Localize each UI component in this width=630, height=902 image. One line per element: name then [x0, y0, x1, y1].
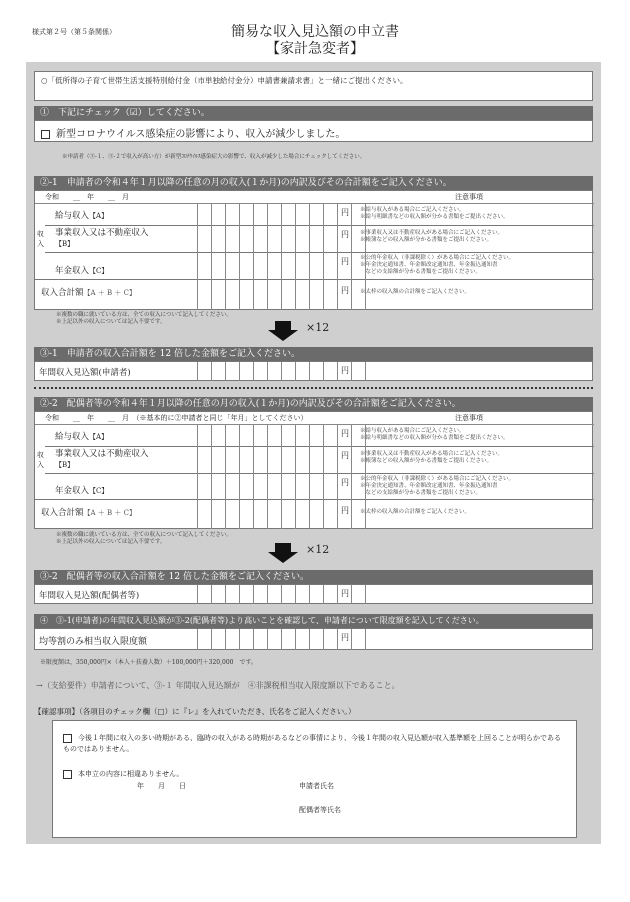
yen-32: 円 — [341, 589, 349, 598]
sec32-box — [34, 584, 593, 604]
yen-total2: 円 — [341, 506, 349, 515]
sec22-row2-notes: ※公的年金収入（非課税除く）がある場合にご記入ください。 ※年金決定通知書、年金額改定通知書、年金振込通知書 などの支給額が分かる書類をご提出ください。 — [360, 476, 515, 496]
sec1-box — [34, 120, 593, 142]
sec1-checkbox[interactable] — [41, 130, 50, 139]
yen-b2: 円 — [341, 451, 349, 460]
sec21-row2-notes: ※公的年金収入（非課税除く）がある場合にご記入ください。 ※年金決定通知書、年金額改定通知書、年金振込通知書 などの支給額が分かる書類をご提出ください。 — [360, 255, 515, 275]
arrow-down-icon — [268, 330, 298, 341]
sec1-check-label: 新型コロナウイルス感染症の影響により、収入が減少しました。 — [56, 129, 346, 140]
title-line2: 【家計急変者】 — [266, 41, 364, 57]
times12-2: ×12 — [306, 543, 330, 556]
sec21-header: ②-1 申請者の令和４年１月以降の任意の月の収入(１か月)の内訳及びその合計額をご記入ください。 — [34, 176, 593, 190]
form-panel — [26, 62, 601, 844]
sec21-table — [34, 190, 593, 310]
confirm-box — [52, 720, 577, 838]
sec22-row1-label: 事業収入又は不動産収入 【B】 — [55, 449, 149, 469]
sec21-row1-label: 事業収入又は不動産収入 【B】 — [55, 228, 149, 248]
sec21-total-label: 収入合計額【A ＋ B ＋ C】 — [41, 288, 136, 298]
sec22-below-notes: ※複数の職に就いている方は、全ての収入について記入してください。 ※上記以外の収入については記入不要です。 — [56, 532, 232, 545]
confirm-item-1: 今後１年間に収入の多い時期がある、臨時の収入がある時期があるなどの事情により、今後１年間の収入見込額が収入基準額を上回ることが明らかであるものではありません。 — [63, 734, 561, 753]
sec22-total-label: 収入合計額【A ＋ B ＋ C】 — [41, 508, 136, 518]
title-line1: 簡易な収入見込額の申立書 — [231, 24, 399, 40]
intro-box — [34, 71, 593, 101]
arrow-body-2 — [275, 543, 291, 552]
sec4-note: ※限度額は，350,000円×（本人＋扶養人数）＋100,000円＋320,000 です。 — [40, 659, 257, 666]
applicant-name-label: 申請者氏名 — [299, 782, 334, 790]
sec4-header: ④ ③-1(申請者)の年間収入見込額が③-2(配偶者等)より高いことを確認して、申請者について限度額を記入してください。 — [34, 614, 593, 628]
confirm-item-2: 本申立の内容に相違ありません。 — [63, 769, 183, 779]
sec22-income-side: 収入 — [37, 451, 44, 469]
divider — [34, 387, 593, 389]
times12-1: ×12 — [306, 321, 330, 334]
requirement: →（支給要件）申請者について、③-１ 年間収入見込額が ④非課税相当収入限度額以下であること。 — [36, 681, 400, 690]
sec31-header: ③-1 申請者の収入合計額を 12 倍した金額をご記入ください。 — [34, 347, 593, 361]
date-label: 年 月 日 — [137, 782, 186, 790]
arrow-down-icon-2 — [268, 552, 298, 563]
sec21-row1-notes: ※事業収入又は不動産収入がある場合にご記入ください。 ※帳簿などの収入額が分かる書類をご提出ください。 — [360, 230, 504, 243]
yen-c2: 円 — [341, 478, 349, 487]
sec21-notes-header: 注意事項 — [455, 193, 483, 201]
sec4-label: 均等割のみ相当収入限度額 — [39, 637, 148, 647]
yen-31: 円 — [341, 366, 349, 375]
yen-a: 円 — [341, 208, 349, 217]
sec22-row1-notes: ※事業収入又は不動産収入がある場合にご記入ください。 ※帳簿などの収入額が分かる書類をご提出ください。 — [360, 451, 504, 464]
sec22-row0-notes: ※給与収入がある場合にご記入ください。 ※給与明細書などの収入額が分かる書類をご提出ください。 — [360, 428, 509, 441]
sec22-row2-label: 年金収入【C】 — [55, 486, 109, 496]
sec32-header: ③-2 配偶者等の収入合計額を 12 倍した金額をご記入ください。 — [34, 570, 593, 584]
sec22-table — [34, 411, 593, 529]
sec22-era: 令和 __ 年 __ 月 （※基本的に②申請者と同じ「年月」としてください） — [45, 414, 308, 422]
sec21-row0-label: 給与収入【A】 — [55, 211, 109, 221]
sec31-label: 年間収入見込額(申請者) — [39, 368, 131, 378]
sec21-total-note: ※太枠の収入額の合計額をご記入ください。 — [360, 289, 471, 295]
yen-c: 円 — [341, 257, 349, 266]
yen-total: 円 — [341, 286, 349, 295]
sec31-box — [34, 361, 593, 381]
confirm1-checkbox[interactable] — [63, 734, 72, 743]
sec1-note: ※申請者（③-１、③-２で収入が高い方）が新型ｺﾛﾅｳｲﾙｽ感染症大の影響で、収入が減少した場合にチェックしてください。 — [62, 154, 366, 160]
sec22-header: ②-2 配偶者等の令和４年１月以降の任意の月の収入(１か月)の内訳及びその合計額をご記入ください。 — [34, 397, 593, 411]
sec22-notes-header: 注意事項 — [455, 414, 483, 422]
yen-4: 円 — [341, 633, 349, 642]
confirm2-checkbox[interactable] — [63, 770, 72, 779]
page-title — [0, 24, 630, 58]
spouse-name-label: 配偶者等氏名 — [299, 806, 341, 814]
sec21-era: 令和 __ 年 __ 月 — [45, 193, 129, 201]
sec22-total-note: ※太枠の収入額の合計額をご記入ください。 — [360, 509, 471, 515]
confirm-header: 【確認事項】（各項目のチェック欄（□）に『レ』を入れていただき、氏名をご記入ください。） — [34, 707, 356, 716]
sec21-below-notes: ※複数の職に就いている方は、全ての収入について記入してください。 ※上記以外の収入については記入不要です。 — [56, 312, 232, 325]
form-id: 様式第２号（第５条関係） — [32, 28, 116, 36]
arrow-body-1 — [275, 321, 291, 330]
intro-text: ○「低所得の子育て世帯生活支援特別給付金（市単独給付金分）申請書兼請求書」と一緒にご提出ください。 — [41, 76, 408, 85]
sec1-header: ① 下記にチェック（☑）してください。 — [34, 106, 593, 120]
sec32-label: 年間収入見込額(配偶者等) — [39, 591, 140, 601]
sec21-row0-notes: ※給与収入がある場合にご記入ください。 ※給与明細書などの収入額が分かる書類をご提出ください。 — [360, 207, 509, 220]
yen-b: 円 — [341, 230, 349, 239]
sec22-row0-label: 給与収入【A】 — [55, 432, 109, 442]
sec21-income-side: 収入 — [37, 230, 44, 248]
sec21-row2-label: 年金収入【C】 — [55, 266, 109, 276]
sec4-box — [34, 628, 593, 650]
yen-a2: 円 — [341, 429, 349, 438]
